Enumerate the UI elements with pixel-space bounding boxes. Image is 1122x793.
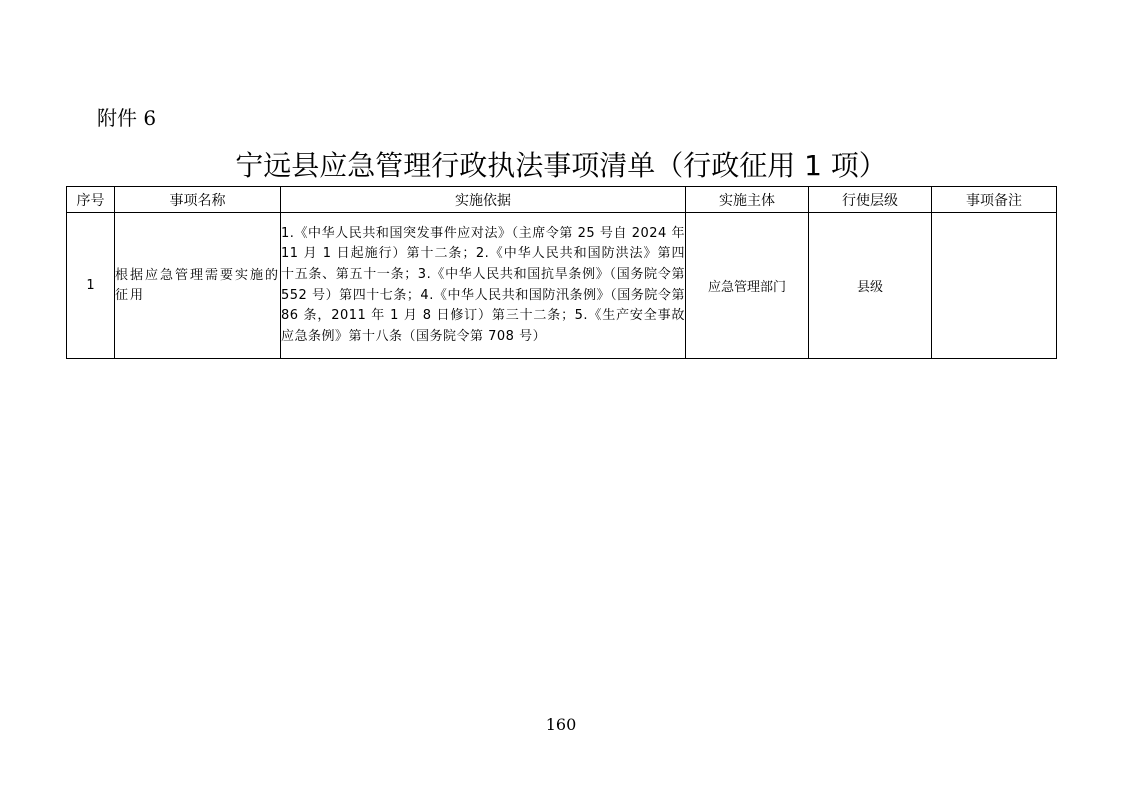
cell-implementing-subject: 应急管理部门	[686, 213, 809, 359]
header-legal-basis: 实施依据	[281, 187, 686, 213]
header-serial-number: 序号	[67, 187, 115, 213]
cell-item-remark	[932, 213, 1057, 359]
page-number: 160	[545, 715, 577, 734]
cell-legal-basis: 1.《中华人民共和国突发事件应对法》（主席令第 25 号自 2024 年 11 月 1 日起施行）第十二条；2.《中华人民共和国防洪法》第四十五条、第五十一条；3.《中华人民共和国抗旱条例》（国务院令第 552 号）第四十七条；4.《中华人民共和国防汛条例》（国务院令第 86 条，2011 年 1 月 8 日修订）第三十二条；5.《生产安全事故应急条例》第十八条（国务院令第 708 号）	[281, 213, 686, 359]
header-exercise-level: 行使层级	[809, 187, 932, 213]
header-item-remark: 事项备注	[932, 187, 1057, 213]
table-row	[67, 213, 1057, 359]
enforcement-items-table	[66, 186, 1057, 359]
cell-item-name: 根据应急管理需要实施的征用	[115, 213, 281, 359]
table-header-row	[67, 187, 1057, 213]
header-item-name: 事项名称	[115, 187, 281, 213]
cell-serial-number: 1	[67, 213, 115, 359]
attachment-label: 附件 6	[97, 106, 157, 130]
header-implementing-subject: 实施主体	[686, 187, 809, 213]
page-title: 宁远县应急管理行政执法事项清单（行政征用 1 项）	[235, 149, 887, 182]
cell-exercise-level: 县级	[809, 213, 932, 359]
